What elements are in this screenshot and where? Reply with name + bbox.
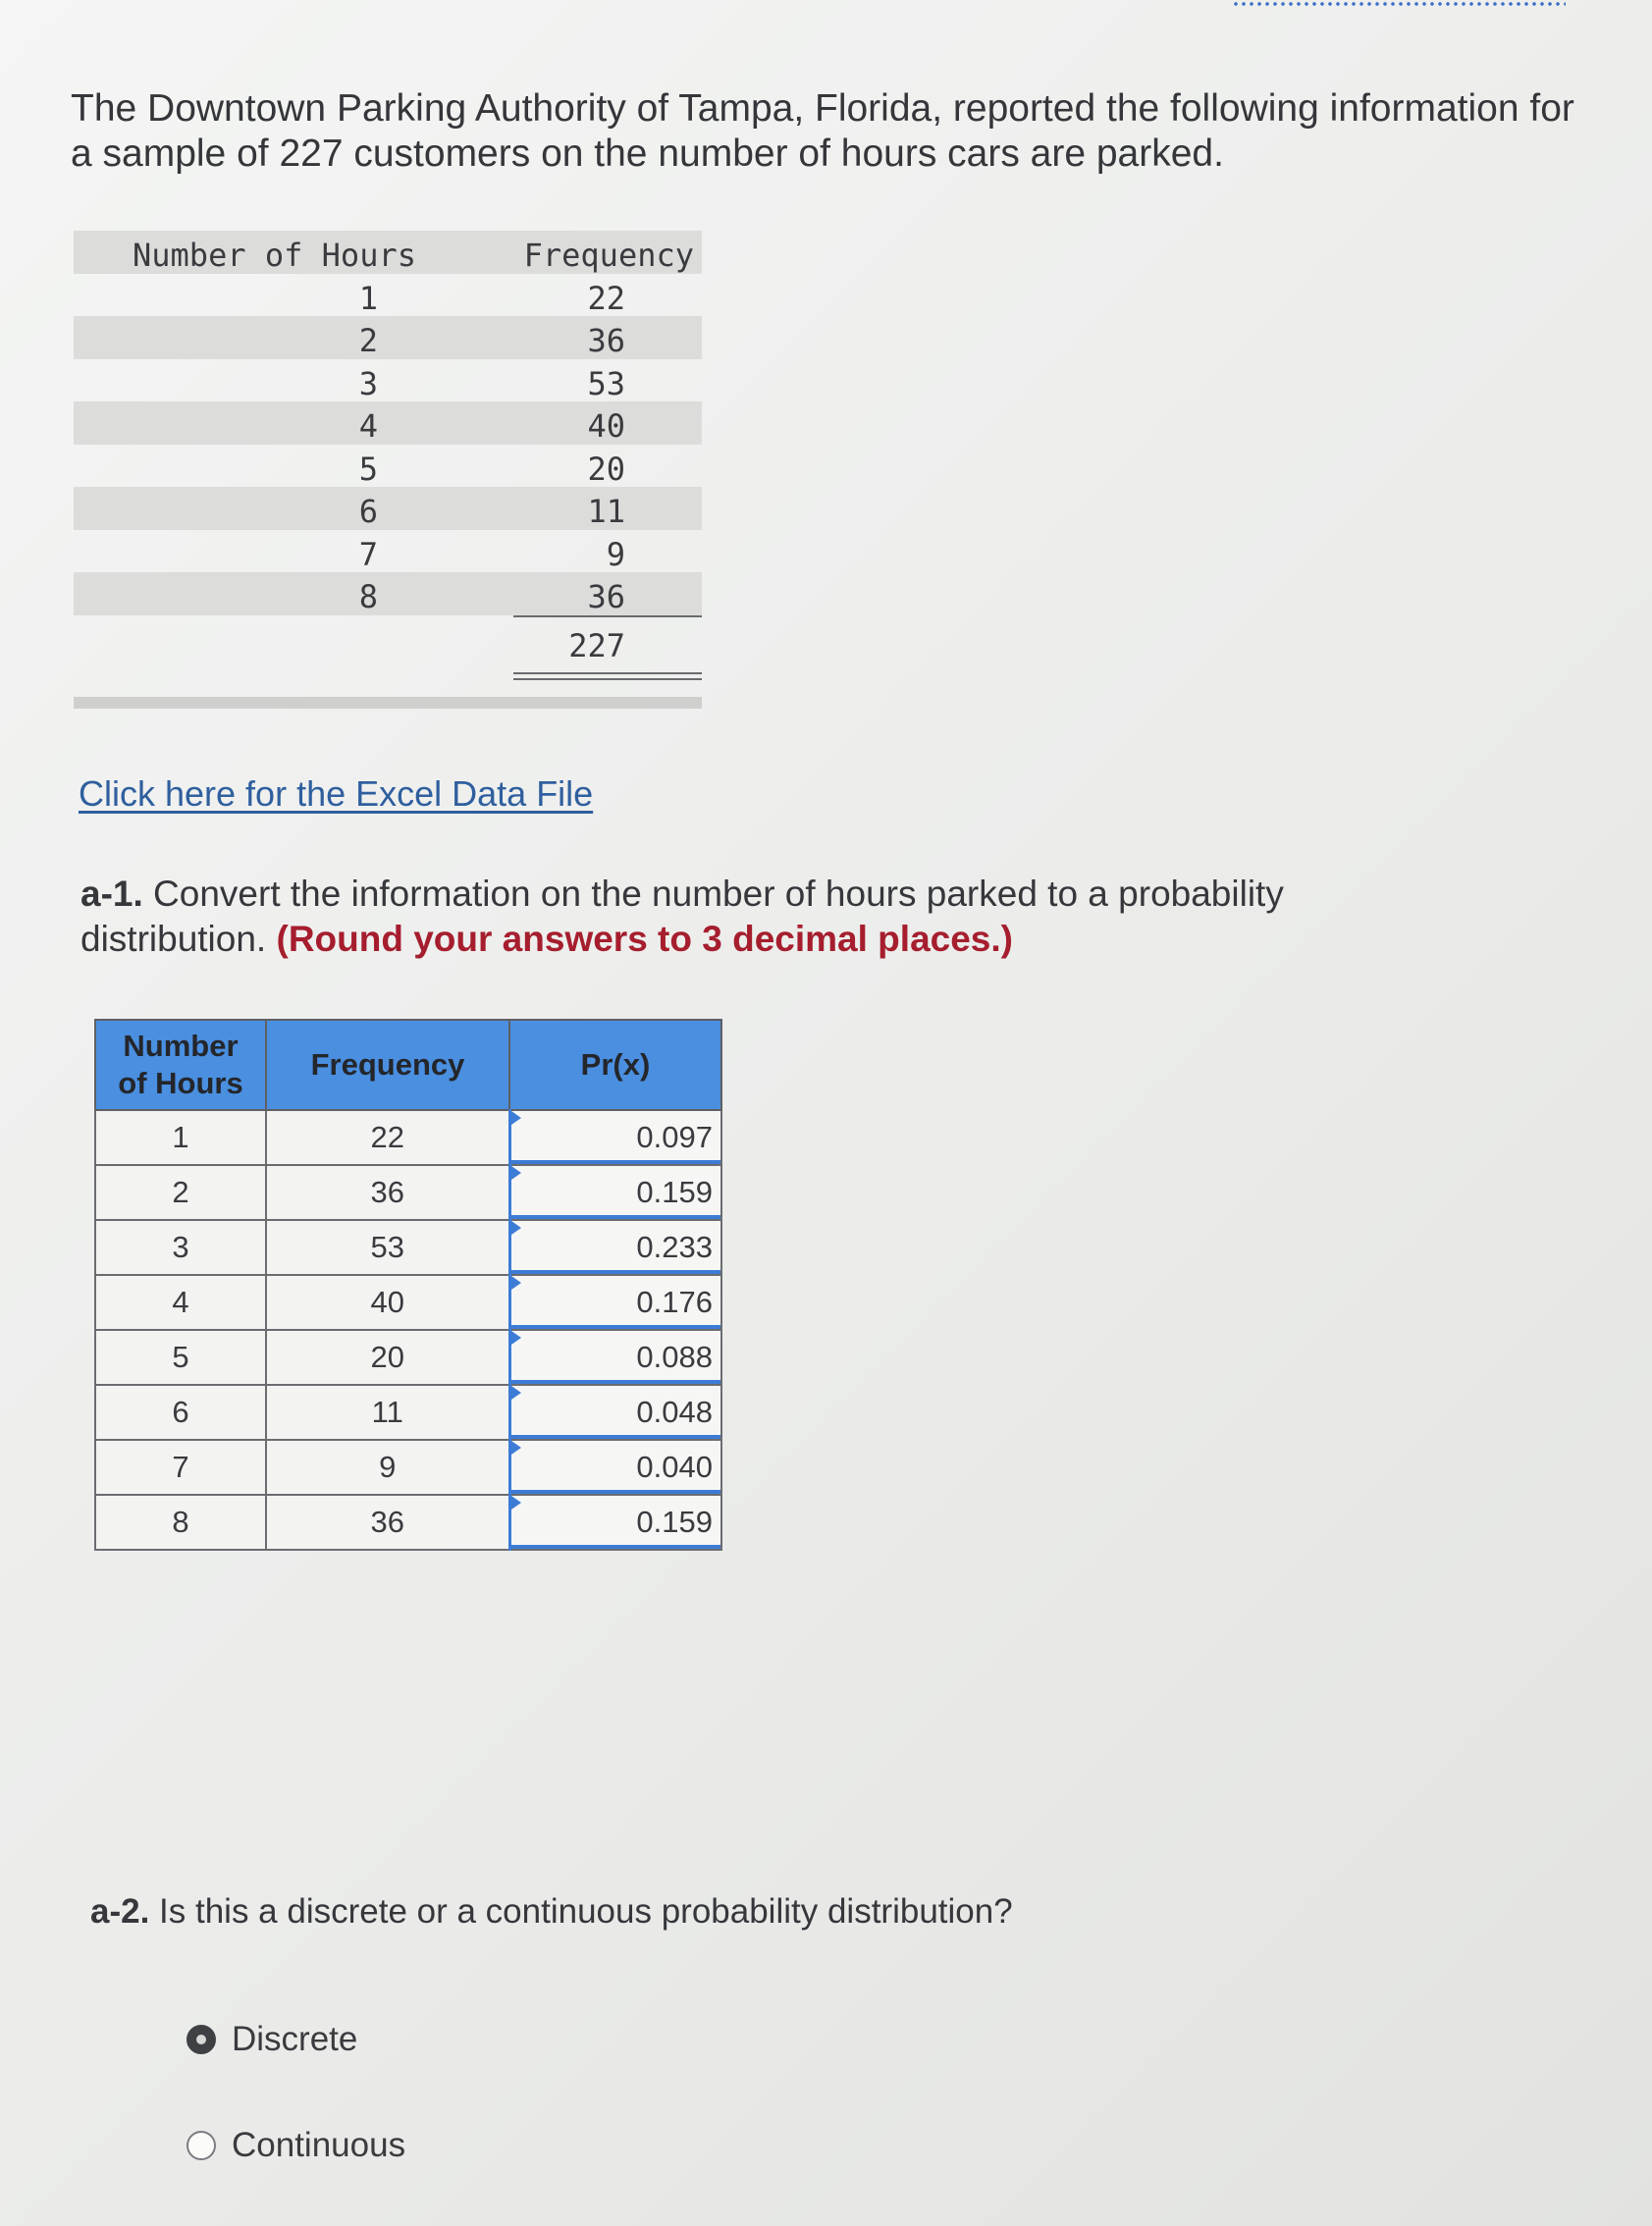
answer-hours-cell: 3 bbox=[95, 1220, 266, 1275]
source-frequency-cell: 11 bbox=[587, 493, 625, 530]
top-progress-dots bbox=[1232, 0, 1566, 8]
answer-table-row bbox=[95, 1220, 721, 1275]
source-hours-cell: 6 bbox=[358, 493, 378, 530]
header-pr-x: Pr(x) bbox=[509, 1020, 721, 1110]
answer-table-row bbox=[95, 1330, 721, 1385]
radio-continuous[interactable] bbox=[187, 2131, 216, 2160]
answer-frequency-cell: 53 bbox=[266, 1220, 509, 1275]
pr-x-input[interactable]: 0.048 bbox=[509, 1385, 721, 1440]
header-frequency: Frequency bbox=[266, 1020, 509, 1110]
source-table-row bbox=[74, 274, 702, 317]
answer-frequency-cell: 9 bbox=[266, 1440, 509, 1495]
question-a1 bbox=[80, 872, 1455, 962]
problem-intro: The Downtown Parking Authority of Tampa, Florida, reported the following information for a sample of 227 customers on the number of hours cars are parked. bbox=[71, 87, 1574, 175]
source-hours-cell: 7 bbox=[358, 535, 378, 573]
answer-frequency-cell: 11 bbox=[266, 1385, 509, 1440]
option-continuous[interactable] bbox=[187, 2126, 405, 2165]
source-frequency-cell: 22 bbox=[587, 279, 625, 317]
pr-x-input[interactable]: 0.040 bbox=[509, 1440, 721, 1495]
source-frequency-cell: 40 bbox=[587, 407, 625, 445]
source-header-frequency: Frequency bbox=[523, 237, 694, 274]
answer-frequency-cell: 40 bbox=[266, 1275, 509, 1330]
source-hours-cell: 1 bbox=[358, 279, 378, 317]
pr-x-input[interactable]: 0.233 bbox=[509, 1220, 721, 1275]
option-discrete-label: Discrete bbox=[232, 2020, 358, 2058]
source-frequency-cell: 53 bbox=[587, 364, 625, 402]
answer-hours-cell: 1 bbox=[95, 1110, 266, 1165]
probability-distribution-table bbox=[94, 1019, 722, 1551]
source-table-row bbox=[74, 401, 702, 445]
answer-hours-cell: 4 bbox=[95, 1275, 266, 1330]
excel-data-file-link[interactable]: Click here for the Excel Data File bbox=[79, 773, 594, 814]
source-frequency-cell: 36 bbox=[587, 322, 625, 359]
rounding-instruction: (Round your answers to 3 decimal places.) bbox=[276, 919, 1013, 959]
source-table-header bbox=[74, 231, 702, 274]
pr-x-input[interactable]: 0.097 bbox=[509, 1110, 721, 1165]
source-hours-cell: 5 bbox=[358, 450, 378, 488]
source-table-row bbox=[74, 572, 702, 615]
source-table-row bbox=[74, 359, 702, 402]
answer-hours-cell: 5 bbox=[95, 1330, 266, 1385]
option-discrete[interactable] bbox=[187, 2020, 357, 2059]
source-table-footer-bar bbox=[74, 697, 702, 709]
answer-table-row bbox=[95, 1495, 721, 1550]
answer-table-row bbox=[95, 1385, 721, 1440]
question-a2-text: Is this a discrete or a continuous probability distribution? bbox=[159, 1892, 1013, 1931]
answer-hours-cell: 7 bbox=[95, 1440, 266, 1495]
answer-table-row bbox=[95, 1110, 721, 1165]
source-hours-cell: 8 bbox=[358, 578, 378, 615]
source-frequency-cell: 20 bbox=[587, 450, 625, 488]
answer-hours-cell: 2 bbox=[95, 1165, 266, 1220]
pr-x-input[interactable]: 0.159 bbox=[509, 1165, 721, 1220]
question-a1-text: Convert the information on the number of hours parked to a probability distribution. bbox=[80, 874, 1284, 959]
source-frequency-cell: 9 bbox=[606, 535, 625, 573]
answer-frequency-cell: 20 bbox=[266, 1330, 509, 1385]
answer-hours-cell: 6 bbox=[95, 1385, 266, 1440]
source-table-row bbox=[74, 530, 702, 573]
answer-table-header bbox=[95, 1020, 721, 1110]
question-a1-label: a-1. bbox=[80, 874, 143, 914]
source-data-table bbox=[74, 231, 702, 684]
radio-discrete[interactable] bbox=[187, 2025, 216, 2054]
answer-frequency-cell: 36 bbox=[266, 1165, 509, 1220]
answer-table-row bbox=[95, 1165, 721, 1220]
pr-x-input[interactable]: 0.159 bbox=[509, 1495, 721, 1550]
header-number-of-hours: Number of Hours bbox=[95, 1020, 266, 1110]
answer-frequency-cell: 22 bbox=[266, 1110, 509, 1165]
source-frequency-cell: 36 bbox=[587, 578, 625, 615]
source-hours-cell: 4 bbox=[358, 407, 378, 445]
source-total-value: 227 bbox=[568, 626, 625, 664]
answer-frequency-cell: 36 bbox=[266, 1495, 509, 1550]
answer-hours-cell: 8 bbox=[95, 1495, 266, 1550]
question-a2 bbox=[90, 1892, 1013, 1932]
question-a2-label: a-2. bbox=[90, 1892, 150, 1931]
source-table-row bbox=[74, 445, 702, 488]
source-hours-cell: 2 bbox=[358, 322, 378, 359]
option-continuous-label: Continuous bbox=[232, 2126, 406, 2164]
source-table-row bbox=[74, 487, 702, 530]
answer-table-row bbox=[95, 1275, 721, 1330]
source-header-hours: Number of Hours bbox=[133, 237, 416, 274]
answer-table-row bbox=[95, 1440, 721, 1495]
pr-x-input[interactable]: 0.088 bbox=[509, 1330, 721, 1385]
pr-x-input[interactable]: 0.176 bbox=[509, 1275, 721, 1330]
source-table-row bbox=[74, 316, 702, 359]
source-hours-cell: 3 bbox=[358, 364, 378, 402]
source-table-total-row bbox=[74, 615, 702, 684]
